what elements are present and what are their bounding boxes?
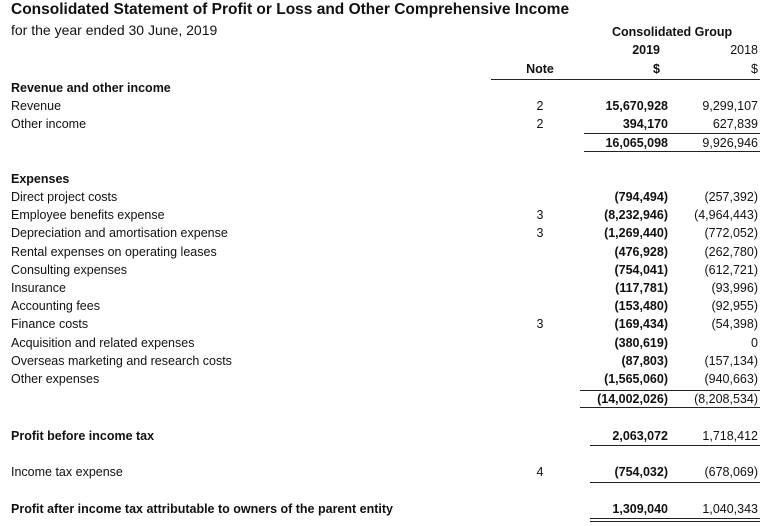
row-label: Accounting fees <box>11 299 100 313</box>
row-value-2018: (678,069) <box>704 465 758 479</box>
row-label: Employee benefits expense <box>11 208 165 222</box>
row-value-2018: (772,052) <box>704 226 758 240</box>
row-value-2018: 1,040,343 <box>702 502 758 516</box>
row-value-2019: 2,063,072 <box>612 429 668 443</box>
row-value-2019: 15,670,928 <box>605 99 668 113</box>
revenue-total-2019: 16,065,098 <box>605 136 668 150</box>
row-label: Revenue <box>11 99 62 113</box>
subtotal-rule-bottom <box>584 151 760 152</box>
row-value-2018: (257,392) <box>704 190 758 204</box>
row-value-2019: (169,434) <box>614 317 668 331</box>
row-value-2019: (87,803) <box>621 354 668 368</box>
row-value-2019: (117,781) <box>615 281 668 295</box>
subtotal-rule-top <box>584 133 760 134</box>
section-heading-expenses: Expenses <box>11 172 70 186</box>
row-value-2019: (794,494) <box>614 190 668 204</box>
row-value-2018: 0 <box>751 336 758 350</box>
row-value-2018: 627,839 <box>712 117 758 131</box>
currency-current-header: $ <box>653 62 660 76</box>
expenses-total-2018: (8,208,534) <box>694 392 758 406</box>
expenses-total-2019: (14,002,026) <box>597 392 668 406</box>
row-value-2019: (476,928) <box>614 245 668 259</box>
row-value-2019: 394,170 <box>622 117 668 131</box>
row-label: Overseas marketing and research costs <box>11 354 232 368</box>
row-value-2018: 9,299,107 <box>702 99 758 113</box>
row-note: 3 <box>536 226 544 240</box>
row-label: Direct project costs <box>11 190 118 204</box>
row-value-2019: (754,032) <box>614 465 668 479</box>
row-value-2018: (4,964,443) <box>694 208 758 222</box>
currency-prior-header: $ <box>751 62 758 76</box>
row-note: 3 <box>536 317 544 331</box>
row-value-2018: (92,955) <box>711 299 758 313</box>
row-value-2019: (8,232,946) <box>604 208 668 222</box>
row-value-2018: 1,718,412 <box>702 429 758 443</box>
row-label: Other expenses <box>11 372 100 386</box>
profit-before-tax-rule <box>590 445 760 446</box>
expenses-rule-bottom <box>580 407 760 408</box>
row-value-2019: (754,041) <box>614 263 668 277</box>
row-label: Income tax expense <box>11 465 123 479</box>
row-note: 2 <box>536 99 544 113</box>
row-label: Rental expenses on operating leases <box>11 245 217 259</box>
statement-title: Consolidated Statement of Profit or Loss and Other Comprehensive Income <box>11 1 570 18</box>
row-label: Profit before income tax <box>11 429 155 443</box>
row-note: 3 <box>536 208 544 222</box>
year-prior-header: 2018 <box>730 43 758 57</box>
row-label: Depreciation and amortisation expense <box>11 226 228 240</box>
income-tax-rule <box>590 482 760 483</box>
row-value-2018: (54,398) <box>711 317 758 331</box>
row-label: Consulting expenses <box>11 263 128 277</box>
row-label: Finance costs <box>11 317 89 331</box>
row-value-2019: (1,565,060) <box>604 372 668 386</box>
row-label: Other income <box>11 117 87 131</box>
row-value-2019: 1,309,040 <box>612 502 668 516</box>
row-value-2019: (1,269,440) <box>604 226 668 240</box>
row-value-2019: (380,619) <box>614 336 668 350</box>
row-label: Acquisition and related expenses <box>11 336 195 350</box>
row-value-2018: (940,663) <box>704 372 758 386</box>
row-value-2019: (153,480) <box>614 299 668 313</box>
profit-after-tax-double-rule <box>590 518 760 522</box>
column-group-header: Consolidated Group <box>612 25 733 39</box>
revenue-total-2018: 9,926,946 <box>702 136 758 150</box>
row-value-2018: (93,996) <box>711 281 758 295</box>
row-note: 2 <box>536 117 544 131</box>
row-value-2018: (612,721) <box>704 263 758 277</box>
row-label: Insurance <box>11 281 66 295</box>
row-value-2018: (262,780) <box>704 245 758 259</box>
section-heading-revenue: Revenue and other income <box>11 81 171 95</box>
header-divider <box>491 79 760 80</box>
year-current-header: 2019 <box>632 43 660 57</box>
row-note: 4 <box>536 465 544 479</box>
row-value-2018: (157,134) <box>704 354 758 368</box>
note-header: Note <box>526 62 554 76</box>
statement-period: for the year ended 30 June, 2019 <box>11 22 218 38</box>
row-label: Profit after income tax attributable to owners of the parent entity <box>11 502 393 516</box>
